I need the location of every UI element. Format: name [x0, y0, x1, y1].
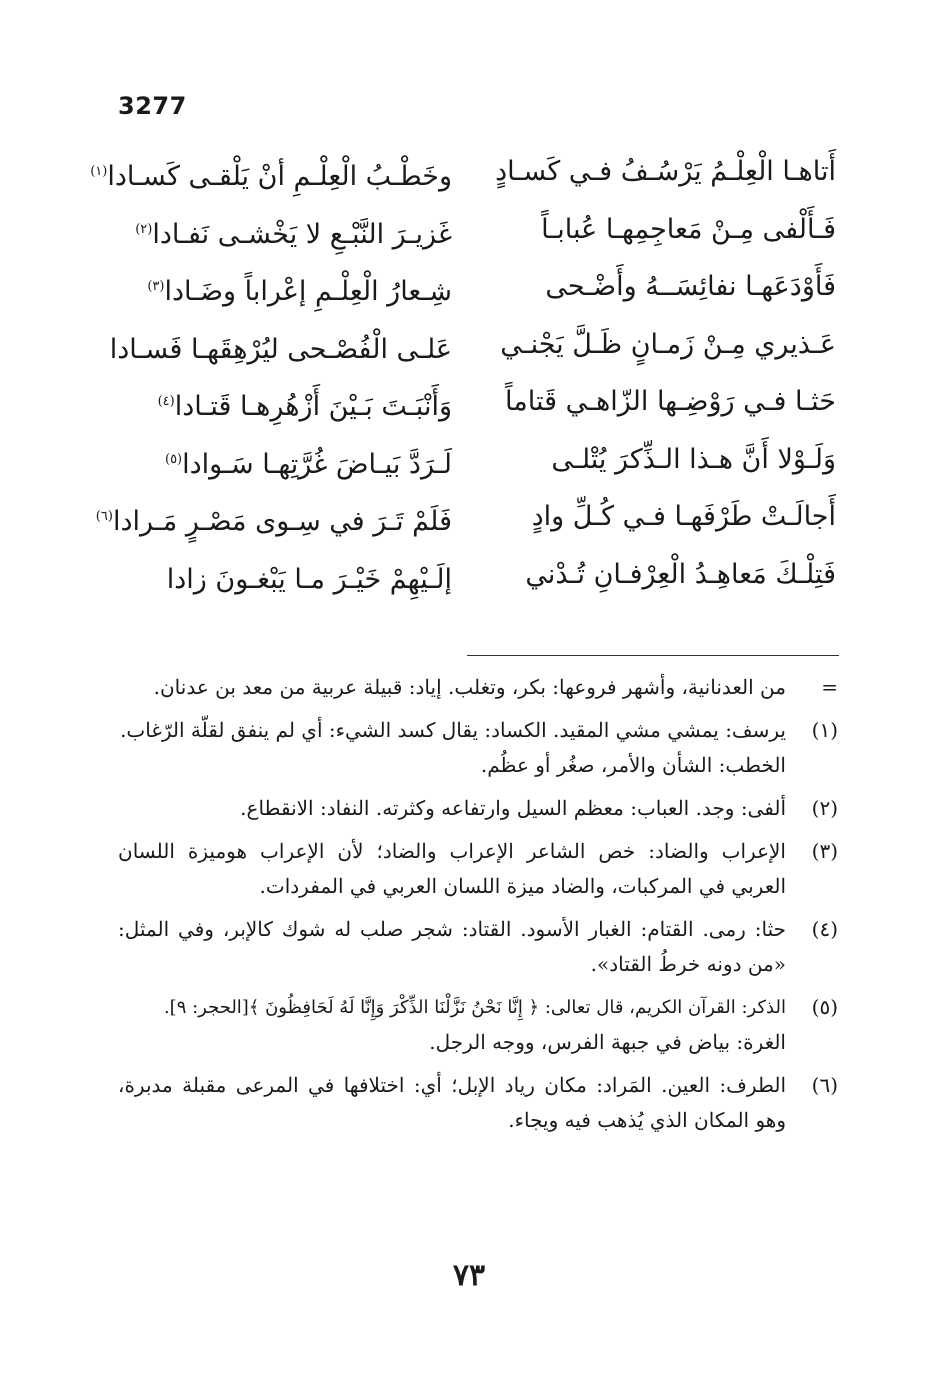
footnote-line: حثا: رمى. القتام: الغبار الأسود. القتاد: شجر صلب له شوك كالإبر، وفي المثل: «من دونه خرطُ القتاد».: [118, 917, 786, 976]
verse-text: حَثـا فـي رَوْضِـها الزّاهـي قَتاماً: [505, 386, 836, 417]
footnote-ref: (٥): [164, 451, 183, 467]
footnote-body: [118, 791, 786, 826]
footnote-number: (٥): [811, 995, 838, 1019]
verse-8: [112, 553, 836, 611]
footnote-line: الطرف: العين. المَراد: مكان رياد الإبل؛ أي: اختلافها في المرعى مقبلة مدبرة، وهو المكان الذي يُذهب فيه ويجاء.: [118, 1073, 786, 1132]
footnote-number: (٣): [811, 839, 838, 863]
verse-text: فَـأَلْفى مِـنْ مَعاجِمِهـا عُبابـاً: [541, 213, 836, 245]
footnote-line: الإعراب والضاد: خص الشاعر الإعراب والضاد؛ لأن الإعراب هوميزة اللسان العربي في المركبات، والضاد ميزة اللسان العربي في المفردات.: [118, 839, 786, 898]
verse-first-hemistich: [496, 323, 836, 367]
footnote-ref: (٤): [157, 394, 175, 409]
verse-text: أَجالَـتْ طَرْفَهـا فـي كُـلِّ وادٍ: [531, 501, 836, 532]
footnote-5: [118, 990, 838, 1060]
verse-second-hemistich: [109, 323, 452, 372]
verse-second-hemistich: [112, 208, 452, 257]
footnote-line: الغرة: بياض في جبهة الفرس، ووجه الرجل.: [429, 1030, 786, 1054]
verse-second-hemistich: [112, 553, 452, 602]
verse-4: [109, 323, 836, 381]
verse-first-hemistich: [496, 150, 836, 194]
verse-first-hemistich: [496, 380, 836, 424]
footnote-body: [118, 912, 786, 982]
footnote-number: =: [821, 675, 838, 699]
footnote-number: (٢): [811, 796, 838, 820]
footnote-divider: [467, 655, 839, 656]
footnote-line: الخطب: الشأن والأمر، صغُر أو عظُم.: [480, 753, 786, 777]
footnote-body: [118, 670, 786, 705]
footnote-body: [118, 990, 786, 1060]
verse-second-hemistich: [95, 495, 452, 544]
footnote-3: [118, 834, 838, 904]
verse-first-hemistich: [496, 265, 836, 309]
verse-text: أَتاهـا الْعِلْـمُ يَرْسُـفُ فـي كَسـادٍ: [495, 156, 836, 187]
verse-second-hemistich: [112, 438, 452, 487]
footnote-ref: (١): [90, 164, 108, 179]
verse-first-hemistich: [496, 208, 836, 252]
verse-text: عَـذيري مِـنْ زَمـانٍ ظَـلَّ يَجْنـي: [500, 328, 836, 360]
verse-text: غَزيـرَ النَّبْـعِ لا يَخْشـى نَفـادا: [152, 218, 452, 250]
footnote-ref: (٦): [95, 509, 113, 524]
verse-3: [112, 265, 836, 323]
verse-5: [112, 380, 836, 438]
verse-first-hemistich: [496, 495, 836, 539]
verse-2: [112, 208, 836, 266]
footnote-line: من العدنانية، وأشهر فروعها: بكر، وتغلب. إياد: قبيلة عربية من معد بن عدنان.: [153, 675, 786, 699]
footnote-number: (٤): [811, 917, 838, 941]
footnote-body: [118, 1068, 786, 1138]
verse-text: لَـرَدَّ بَيـاضَ غُرَّتِهـا سَـوادا: [182, 448, 452, 480]
footnote-line: يرسف: يمشي مشي المقيد. الكساد: يقال كسد الشيء: أي لم ينفق لقلّة الرّغاب.: [120, 718, 786, 742]
verse-text: وَلَـوْلا أَنَّ هـذا الـذِّكرَ يُتْلـى: [551, 443, 836, 475]
verse-text: وَأَنْبَـتَ بَـيْنَ أَزْهُرِهـا قَتـادا: [174, 391, 452, 422]
page-number: ٧٣: [452, 1258, 486, 1293]
footnote-body: [118, 834, 786, 904]
footnote-line: ألفى: وجد. العباب: معظم السيل وارتفاعه وكثرته. النفاد: الانقطاع.: [240, 796, 786, 820]
verse-first-hemistich: [496, 438, 836, 482]
verse-6: [112, 438, 836, 496]
footnote-continuation: [118, 670, 838, 705]
verse-1: [90, 150, 836, 208]
verse-second-hemistich: [112, 380, 452, 429]
footnote-ref: (٣): [147, 279, 165, 294]
footnote-ref: (٢): [135, 221, 153, 237]
verse-7: [95, 495, 836, 553]
footnote-4: [118, 912, 838, 982]
page-id: 3277: [118, 92, 187, 120]
verse-text: فَتِلْـكَ مَعاهِـدُ الْعِرْفـانِ تُـدْني: [525, 558, 836, 590]
footnote-1: [118, 713, 838, 783]
footnote-number: (٦): [811, 1073, 838, 1097]
verse-second-hemistich: [112, 265, 452, 314]
footnote-body: [118, 713, 786, 783]
footnote-number: (١): [811, 718, 838, 742]
verse-text: عَلـى الْفُصْـحى ليُرْهِقَهـا فَسـادا: [109, 333, 452, 365]
verse-text: شِـعارُ الْعِلْـمِ إعْراباً وضَـادا: [164, 276, 452, 307]
verse-first-hemistich: [496, 553, 836, 597]
verse-second-hemistich: [90, 150, 452, 199]
footnote-6: [118, 1068, 838, 1138]
footnote-line: الذكر: القرآن الكريم، قال تعالى: ﴿ إِنَّا نَحْنُ نَزَّلْنَا الذِّكْرَ وَإِنَّا لَهُ لَحَافِظُونَ ﴾[الحجر: ٩].: [163, 997, 786, 1018]
footnote-2: [118, 791, 838, 826]
verse-text: إلَـيْهِمْ خَيْـرَ مـا يَبْغـونَ زادا: [166, 563, 452, 595]
verse-text: وخَطْـبُ الْعِلْـمِ أنْ يَلْقـى كَسـادا: [107, 161, 452, 192]
verse-text: فَلَمْ تَـرَ في سِـوى مَصْـرٍ مَـرادا: [112, 506, 452, 537]
footnotes: [118, 670, 838, 1146]
poem: [90, 150, 836, 610]
verse-text: فَأَوْدَعَهـا نفائِسَــهُ وأَضْـحى: [545, 271, 836, 302]
